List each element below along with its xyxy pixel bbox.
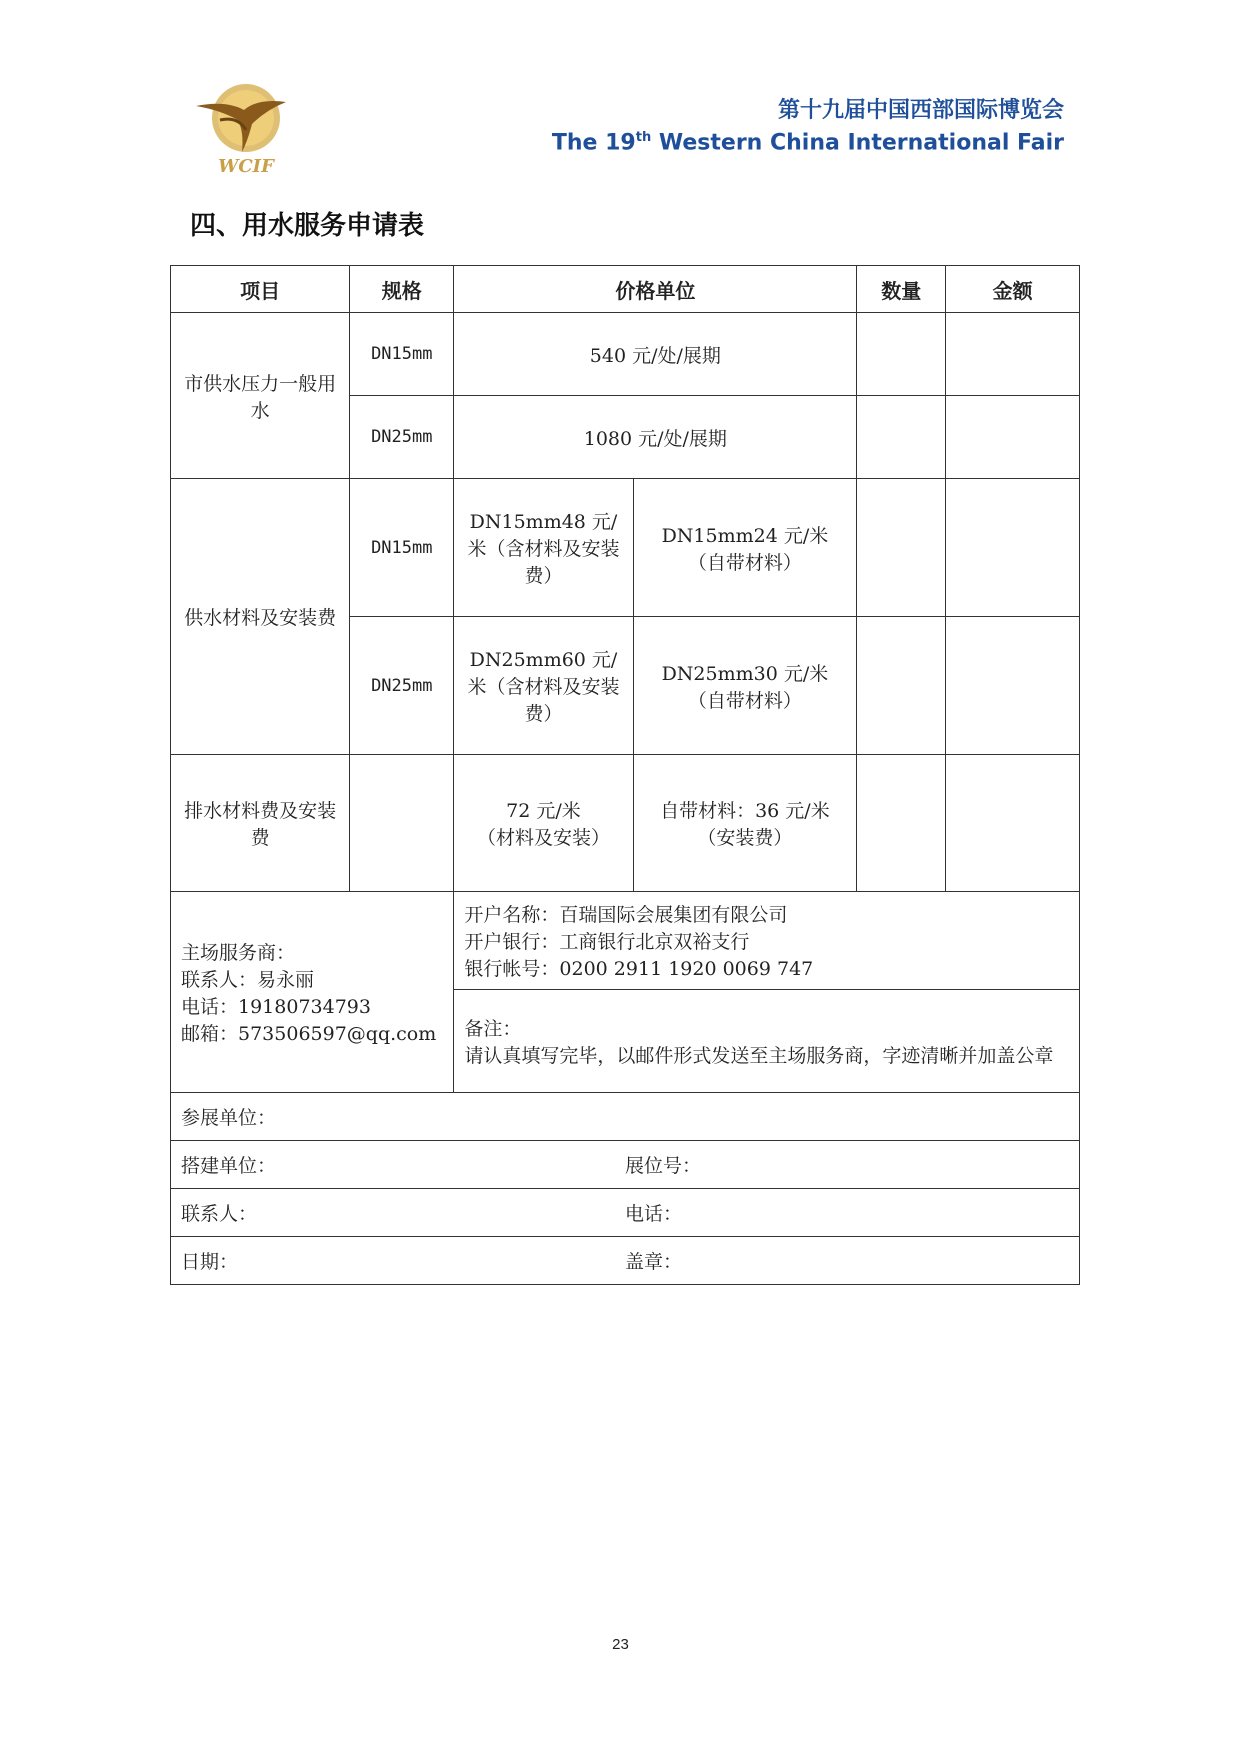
amount-input[interactable] xyxy=(946,479,1080,617)
price-line: DN15mm24 元/米 xyxy=(661,524,829,547)
table-row xyxy=(171,479,1080,617)
page-number: 23 xyxy=(612,1636,629,1653)
price-line: （安装费） xyxy=(697,827,793,849)
price-line: （自带材料） xyxy=(687,551,802,574)
contact-row xyxy=(171,1189,1080,1237)
header-item: 项目 xyxy=(171,266,350,313)
price-cell-with-install: DN25mm60 元/米（含材料及安装费） xyxy=(454,617,633,755)
tel-field[interactable]: 电话： xyxy=(625,1203,683,1225)
amount-input[interactable] xyxy=(946,313,1080,396)
contact-person: 联系人：易永丽 xyxy=(181,969,315,991)
contact-field[interactable]: 联系人： xyxy=(181,1203,258,1225)
contact-info-cell xyxy=(171,892,454,1093)
header-amount: 金额 xyxy=(946,266,1080,313)
amount-input[interactable] xyxy=(946,755,1080,892)
price-cell: 1080 元/处/展期 xyxy=(454,396,857,479)
account-name: 开户名称：百瑞国际会展集团有限公司 xyxy=(464,904,788,926)
contact-email: 邮箱：573506597@qq.com xyxy=(181,1023,437,1045)
price-line: 72 元/米 xyxy=(506,800,581,822)
price-line: 自带材料：36 元/米 xyxy=(660,800,830,822)
price-cell-with-install xyxy=(454,755,633,892)
price-cell-self-material xyxy=(633,617,857,755)
price-cell-self-material xyxy=(633,479,857,617)
spec-cell-empty xyxy=(350,755,454,892)
header-spec: 规格 xyxy=(350,266,454,313)
builder-row xyxy=(171,1141,1080,1189)
note-label: 备注： xyxy=(464,1018,522,1040)
date-seal-cell xyxy=(171,1237,1080,1285)
qty-input[interactable] xyxy=(857,313,946,396)
contact-tel-cell xyxy=(171,1189,1080,1237)
header-row xyxy=(171,266,1080,313)
amount-input[interactable] xyxy=(946,617,1080,755)
price-line: DN25mm30 元/米 xyxy=(661,662,829,685)
header-price: 价格单位 xyxy=(454,266,857,313)
exhibitor-row xyxy=(171,1093,1080,1141)
table-row xyxy=(171,313,1080,396)
section-title: 四、用水服务申请表 xyxy=(190,211,425,241)
date-row xyxy=(171,1237,1080,1285)
svg-text:WCIF: WCIF xyxy=(218,156,274,177)
booth-field[interactable]: 展位号： xyxy=(625,1155,702,1177)
fair-title-cn: 第十九届中国西部国际博览会 xyxy=(777,98,1064,123)
item-label-drain: 排水材料费及安装费 xyxy=(171,755,350,892)
qty-input[interactable] xyxy=(857,479,946,617)
qty-input[interactable] xyxy=(857,755,946,892)
spec-cell: DN25mm xyxy=(350,396,454,479)
date-field[interactable]: 日期： xyxy=(181,1251,239,1273)
wcif-logo xyxy=(186,80,316,180)
seal-field[interactable]: 盖章： xyxy=(625,1251,683,1273)
fair-title-en: The 19th Western China International Fair xyxy=(551,130,1064,156)
qty-input[interactable] xyxy=(857,617,946,755)
price-line: （自带材料） xyxy=(687,689,802,712)
price-line: （材料及安装） xyxy=(476,827,610,849)
item-label-supply: 供水材料及安装费 xyxy=(171,479,350,755)
bank-name: 开户银行：工商银行北京双裕支行 xyxy=(464,931,750,953)
note-text: 请认真填写完毕，以邮件形式发送至主场服务商，字迹清晰并加盖公章 xyxy=(464,1045,1054,1067)
header-qty: 数量 xyxy=(857,266,946,313)
price-cell: 540 元/处/展期 xyxy=(454,313,857,396)
price-cell-self-material xyxy=(633,755,857,892)
amount-input[interactable] xyxy=(946,396,1080,479)
item-label-municipal: 市供水压力一般用水 xyxy=(171,313,350,479)
bank-row xyxy=(171,892,1080,990)
builder-field[interactable]: 搭建单位： xyxy=(181,1155,277,1177)
account-number: 银行帐号：0200 2911 1920 0069 747 xyxy=(464,958,814,980)
contact-phone: 电话：19180734793 xyxy=(181,996,371,1018)
spec-cell: DN25mm xyxy=(350,617,454,755)
water-service-application-table xyxy=(170,265,1080,1285)
bank-info-cell xyxy=(454,892,1080,990)
note-cell xyxy=(454,990,1080,1093)
price-cell-with-install: DN15mm48 元/米（含材料及安装费） xyxy=(454,479,633,617)
spec-cell: DN15mm xyxy=(350,479,454,617)
provider-label: 主场服务商： xyxy=(181,942,296,964)
qty-input[interactable] xyxy=(857,396,946,479)
spec-cell: DN15mm xyxy=(350,313,454,396)
exhibitor-field[interactable]: 参展单位： xyxy=(171,1093,1080,1141)
table-row xyxy=(171,755,1080,892)
builder-booth-cell xyxy=(171,1141,1080,1189)
